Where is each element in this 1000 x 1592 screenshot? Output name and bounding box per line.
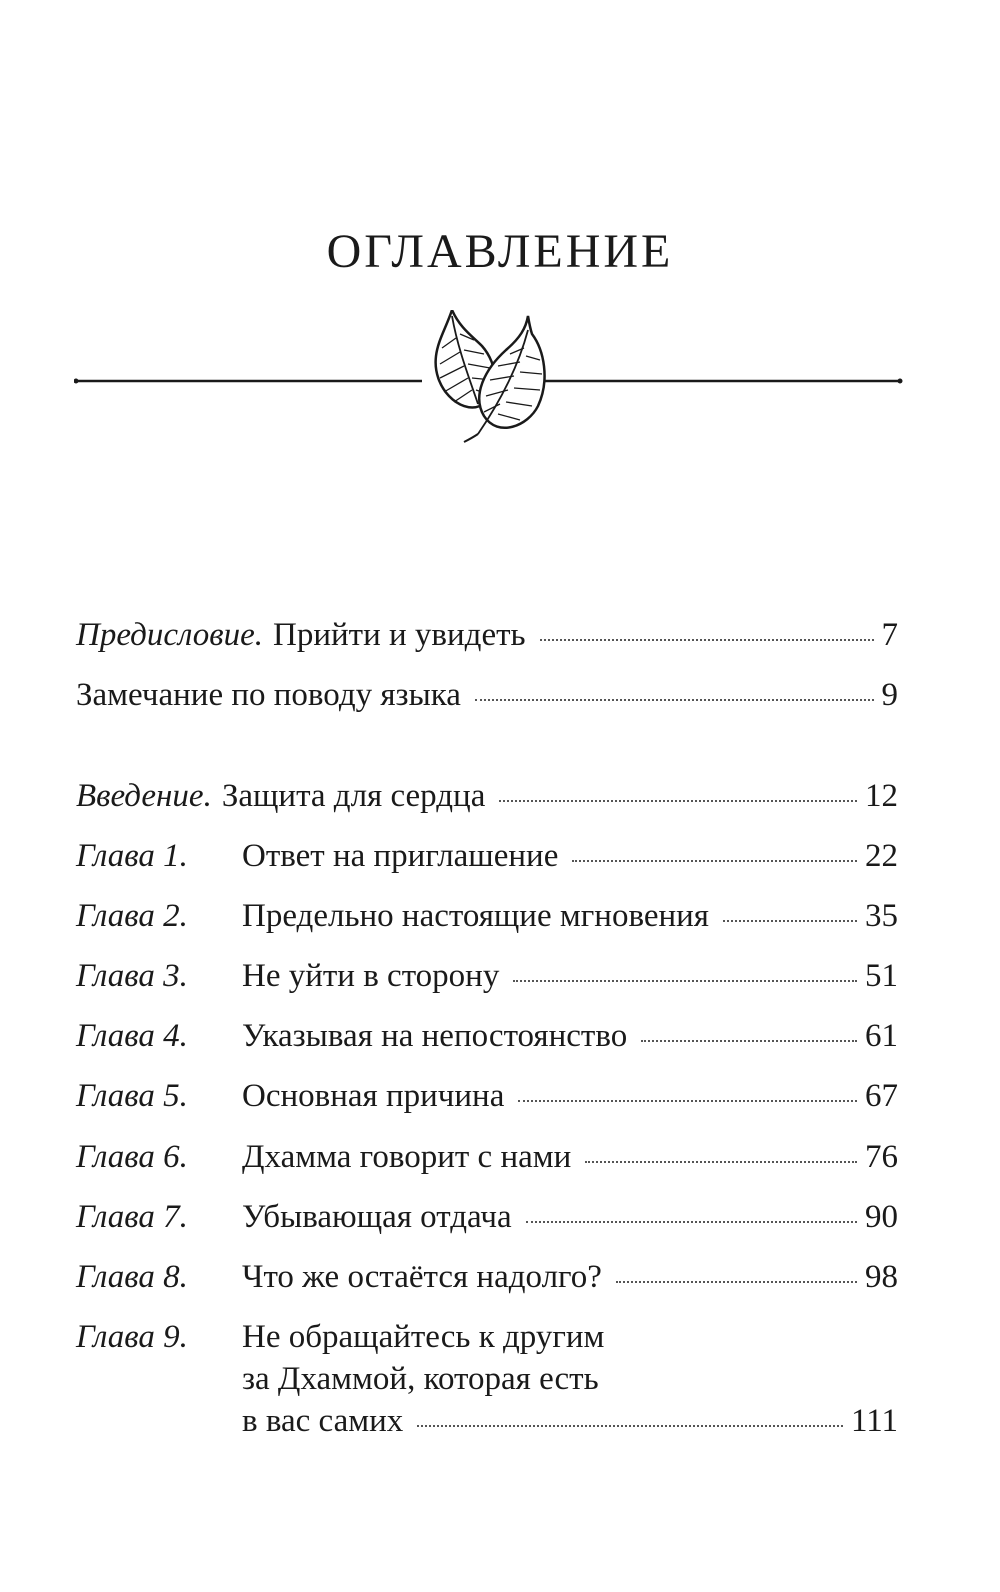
- toc-title: Предельно настоящие мгновения: [242, 898, 709, 934]
- toc-title: Убывающая отдача: [242, 1199, 512, 1235]
- toc-title-last-line: [242, 1400, 898, 1442]
- toc-label: Глава 7.: [76, 1199, 188, 1235]
- toc-leader: [723, 920, 857, 922]
- toc-leader: [513, 980, 857, 982]
- toc-label: Предисловие.: [76, 617, 264, 653]
- toc-page: 98: [865, 1259, 898, 1295]
- toc-page: 61: [865, 1018, 898, 1054]
- toc-page: 12: [865, 778, 898, 814]
- toc-page: 111: [850, 1403, 898, 1439]
- toc-label: Глава 3.: [76, 958, 188, 994]
- toc-title-line: в вас самих: [242, 1403, 404, 1439]
- toc-page: 51: [865, 958, 898, 994]
- toc-row-chapter-6[interactable]: [76, 1136, 898, 1178]
- toc-label: Введение.: [76, 778, 212, 814]
- toc-leader: [616, 1281, 857, 1283]
- toc-label: Глава 6.: [76, 1139, 188, 1175]
- toc-title-line: за Дхаммой, которая есть: [242, 1361, 599, 1397]
- toc-label: Глава 1.: [76, 838, 188, 874]
- toc-row-preface[interactable]: [76, 614, 898, 656]
- toc-leader: [417, 1425, 843, 1427]
- toc-leader: [572, 860, 857, 862]
- toc-title: Дхамма говорит с нами: [242, 1139, 572, 1175]
- toc-leader: [540, 639, 874, 641]
- toc-title: Указывая на непостоянство: [242, 1018, 628, 1054]
- toc-page: 7: [881, 617, 898, 653]
- leaf-ornament: [74, 310, 904, 445]
- toc-page: 90: [865, 1199, 898, 1235]
- toc-label: Глава 5.: [76, 1078, 188, 1114]
- toc-leader: [641, 1040, 857, 1042]
- toc-title: Замечание по поводу языка: [76, 677, 461, 713]
- toc-row-chapter-2[interactable]: [76, 895, 898, 937]
- toc-page: 9: [881, 677, 898, 713]
- toc-leader: [475, 699, 874, 701]
- toc-row-chapter-5[interactable]: [76, 1075, 898, 1117]
- toc-title: Основная причина: [242, 1078, 505, 1114]
- toc-leader: [526, 1221, 857, 1223]
- toc-title-line: Не обращайтесь к другим: [242, 1319, 605, 1355]
- toc-title: Защита для сердца: [221, 778, 486, 814]
- toc-label: Глава 2.: [76, 898, 188, 934]
- toc-row-introduction[interactable]: [76, 775, 898, 817]
- toc-label: Глава 9.: [76, 1319, 188, 1355]
- toc-row-chapter-4[interactable]: [76, 1015, 898, 1057]
- toc-row-chapter-7[interactable]: [76, 1196, 898, 1238]
- leaf-icon: [74, 310, 904, 445]
- toc-title: Прийти и увидеть: [273, 617, 526, 653]
- toc-title: Ответ на приглашение: [242, 838, 559, 874]
- toc-row-chapter-1[interactable]: [76, 835, 898, 877]
- toc-label: Глава 8.: [76, 1259, 188, 1295]
- toc-page: 35: [865, 898, 898, 934]
- toc-row-chapter-8[interactable]: [76, 1256, 898, 1298]
- toc-page: 76: [865, 1139, 898, 1175]
- toc-leader: [518, 1100, 857, 1102]
- toc-row-chapter-3[interactable]: [76, 955, 898, 997]
- toc-label: Глава 4.: [76, 1018, 188, 1054]
- toc-row-chapter-9[interactable]: [76, 1316, 898, 1442]
- toc-page: 22: [865, 838, 898, 874]
- toc-title: Что же остаётся надолго?: [242, 1259, 602, 1295]
- toc-row-language-note[interactable]: [76, 674, 898, 716]
- page-title: ОГЛАВЛЕНИЕ: [326, 225, 674, 278]
- toc-title: Не уйти в сторону: [242, 958, 500, 994]
- toc-leader: [499, 800, 857, 802]
- toc-page: 67: [865, 1078, 898, 1114]
- toc-leader: [585, 1161, 857, 1163]
